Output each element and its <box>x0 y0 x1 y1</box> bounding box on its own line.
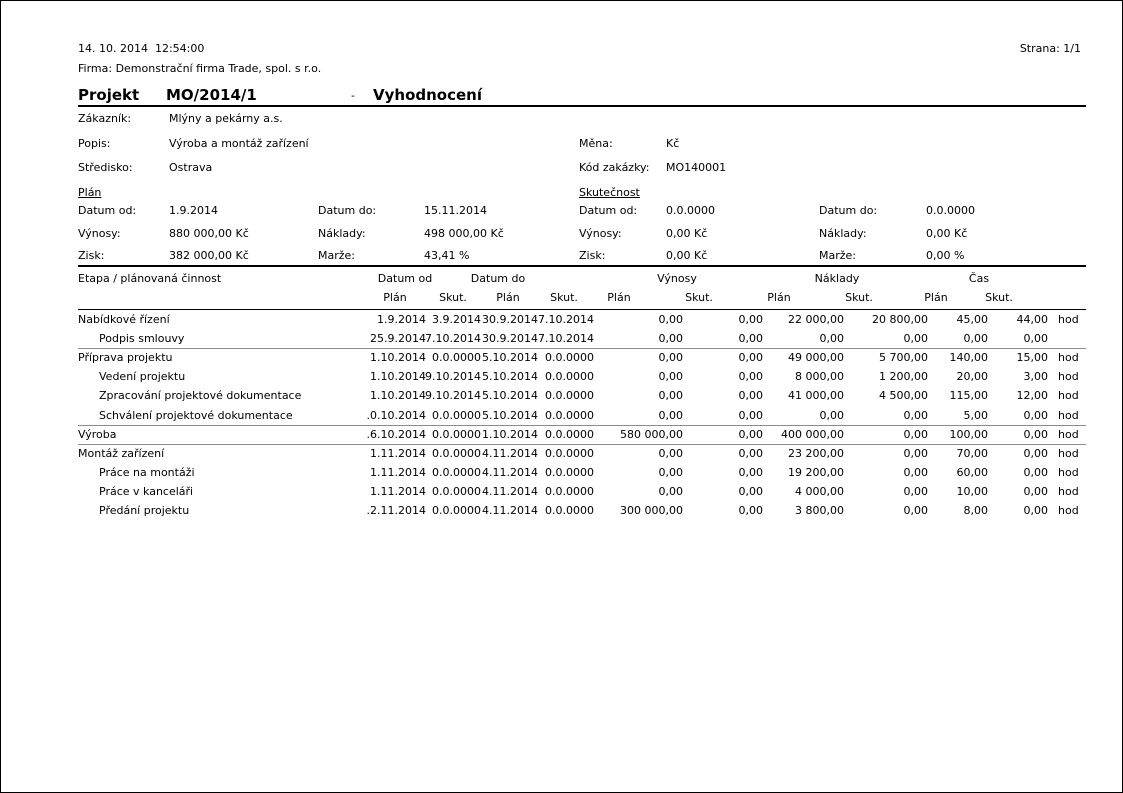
cell-naklady-skut: 0,00 <box>903 484 928 498</box>
customer-value: Mlýny a pekárny a.s. <box>169 112 283 125</box>
department-label: Středisko: <box>78 161 133 174</box>
description-label: Popis: <box>78 137 111 150</box>
cell-naklady-plan: 49 000,00 <box>788 351 844 365</box>
cell-naklady-plan: 4 000,00 <box>795 484 844 498</box>
cell-datum-do-plan: 4.11.2014 <box>482 504 538 517</box>
etapa-cell: Práce na montáži <box>99 465 195 479</box>
actual-heading: Skutečnost <box>579 186 640 199</box>
cell-datum-od-plan: 1.10.2014 <box>370 389 426 403</box>
sub-header-plan: Plán <box>496 291 520 304</box>
cell-datum-od-skut: 0.0.0000 <box>432 351 481 365</box>
cell-datum-do-plan: 5.10.2014 <box>482 389 538 403</box>
cell-cas-skut: 12,00 <box>1016 389 1048 403</box>
page-number: Strana: 1/1 <box>1019 42 1081 55</box>
unit-cell: hod <box>1058 408 1079 422</box>
cell-vynosy-plan: 0,00 <box>658 351 683 365</box>
summary-label: Marže: <box>318 249 356 262</box>
cell-cas-skut: 0,00 <box>1023 408 1048 422</box>
cell-datum-od-skut: 9.10.2014 <box>425 370 481 384</box>
cell-vynosy-plan: 0,00 <box>658 313 683 326</box>
cell-datum-od-skut: 0.0.0000 <box>432 484 481 498</box>
cell-cas-plan: 100,00 <box>949 427 988 441</box>
cell-datum-od-skut: 7.10.2014 <box>425 332 481 346</box>
etapa-cell: Schválení projektové dokumentace <box>99 408 293 422</box>
cell-datum-do-skut: 0.0.0000 <box>545 370 594 384</box>
summary-value: 0.0.0000 <box>926 204 975 217</box>
summary-value: 0.0.0000 <box>666 204 715 217</box>
cell-datum-do-skut: 7.10.2014 <box>538 313 594 326</box>
cell-datum-do-skut: 0.0.0000 <box>545 408 594 422</box>
cell-cas-plan: 45,00 <box>956 313 988 326</box>
cell-cas-plan: 20,00 <box>956 370 988 384</box>
cell-datum-od-plan: 1.11.2014 <box>370 484 426 498</box>
cell-datum-od-skut: 3.9.2014 <box>432 313 481 326</box>
cell-vynosy-skut: 0,00 <box>738 484 763 498</box>
cell-datum-do-skut: 0.0.0000 <box>545 504 594 517</box>
unit-cell: hod <box>1058 465 1079 479</box>
summary-label: Datum od: <box>579 204 638 217</box>
title-dash: - <box>351 89 355 102</box>
cell-naklady-skut: 0,00 <box>903 504 928 517</box>
title-report-name: Vyhodnocení <box>373 86 482 104</box>
sub-header-skut: Skut. <box>550 291 578 304</box>
summary-label: Výnosy: <box>78 227 121 240</box>
cell-vynosy-skut: 0,00 <box>738 465 763 479</box>
cell-datum-do-plan: 1.10.2014 <box>482 427 538 441</box>
unit-cell: hod <box>1058 370 1079 384</box>
cell-datum-od-skut: 0.0.0000 <box>432 446 481 460</box>
cell-datum-do-plan: 5.10.2014 <box>482 408 538 422</box>
cell-cas-skut: 0,00 <box>1023 427 1048 441</box>
cell-datum-do-skut: 0.0.0000 <box>545 484 594 498</box>
sub-header-skut: Skut. <box>685 291 713 304</box>
cell-datum-do-skut: 0.0.0000 <box>545 389 594 403</box>
cell-datum-od-plan: 1.11.2014 <box>370 465 426 479</box>
summary-label: Datum do: <box>318 204 377 217</box>
cell-cas-skut: 0,00 <box>1023 465 1048 479</box>
cell-vynosy-skut: 0,00 <box>738 389 763 403</box>
cell-datum-od-plan: .2.11.2014 <box>366 504 426 517</box>
unit-cell: hod <box>1058 313 1079 326</box>
cell-vynosy-plan: 0,00 <box>658 408 683 422</box>
cell-vynosy-plan: 0,00 <box>658 465 683 479</box>
summary-value: 0,00 % <box>926 249 965 262</box>
cell-vynosy-skut: 0,00 <box>738 446 763 460</box>
cell-cas-skut: 0,00 <box>1023 504 1048 517</box>
table-row <box>1 504 1122 523</box>
cell-vynosy-skut: 0,00 <box>738 313 763 326</box>
sub-header-skut: Skut. <box>985 291 1013 304</box>
sub-header-plan: Plán <box>924 291 948 304</box>
etapa-cell: Vedení projektu <box>99 370 186 384</box>
summary-value: 1.9.2014 <box>169 204 218 217</box>
cell-datum-do-plan: 30.9.2014 <box>482 313 538 326</box>
cell-datum-od-skut: 9.10.2014 <box>425 389 481 403</box>
cell-cas-plan: 140,00 <box>949 351 988 365</box>
summary-label: Náklady: <box>318 227 366 240</box>
col-group-cas: Čas <box>968 272 990 285</box>
cell-naklady-plan: 8 000,00 <box>795 370 844 384</box>
cell-datum-do-plan: 4.11.2014 <box>482 446 538 460</box>
etapa-cell: Nabídkové řízení <box>78 313 170 326</box>
cell-datum-od-plan: 1.10.2014 <box>370 370 426 384</box>
cell-naklady-plan: 400 000,00 <box>781 427 844 441</box>
cell-datum-do-plan: 30.9.2014 <box>482 332 538 346</box>
currency-value: Kč <box>666 137 680 150</box>
cell-datum-od-skut: 0.0.0000 <box>432 427 481 441</box>
cell-cas-plan: 5,00 <box>963 408 988 422</box>
etapa-cell: Příprava projektu <box>78 351 173 365</box>
unit-cell: hod <box>1058 484 1079 498</box>
summary-label: Zisk: <box>579 249 606 262</box>
cell-naklady-plan: 19 200,00 <box>788 465 844 479</box>
cell-naklady-plan: 41 000,00 <box>788 389 844 403</box>
department-value: Ostrava <box>169 161 213 174</box>
cell-naklady-skut: 20 800,00 <box>872 313 928 326</box>
sub-header-skut: Skut. <box>439 291 467 304</box>
table-header-rule <box>78 309 1086 310</box>
group-separator <box>78 444 1086 445</box>
cell-vynosy-plan: 0,00 <box>658 389 683 403</box>
cell-naklady-skut: 1 200,00 <box>879 370 928 384</box>
cell-naklady-skut: 5 700,00 <box>879 351 928 365</box>
cell-cas-skut: 44,00 <box>1016 313 1048 326</box>
summary-value: 498 000,00 Kč <box>424 227 504 240</box>
cell-vynosy-skut: 0,00 <box>738 504 763 517</box>
cell-naklady-skut: 0,00 <box>903 332 928 346</box>
unit-cell: hod <box>1058 427 1079 441</box>
cell-vynosy-plan: 0,00 <box>658 484 683 498</box>
cell-datum-od-skut: 0.0.0000 <box>432 408 481 422</box>
cell-datum-do-plan: 5.10.2014 <box>482 370 538 384</box>
etapa-column-header: Etapa / plánovaná činnost <box>78 272 222 285</box>
cell-cas-plan: 115,00 <box>949 389 988 403</box>
summary-label: Náklady: <box>819 227 867 240</box>
cell-cas-skut: 0,00 <box>1023 484 1048 498</box>
unit-cell: hod <box>1058 389 1079 403</box>
cell-cas-plan: 60,00 <box>956 465 988 479</box>
title-project-code: MO/2014/1 <box>166 86 257 104</box>
cell-naklady-skut: 0,00 <box>903 446 928 460</box>
cell-datum-od-plan: 1.11.2014 <box>370 446 426 460</box>
cell-naklady-skut: 0,00 <box>903 465 928 479</box>
cell-datum-do-skut: 0.0.0000 <box>545 427 594 441</box>
currency-label: Měna: <box>579 137 613 150</box>
cell-vynosy-plan: 0,00 <box>658 332 683 346</box>
cell-datum-od-plan: .0.10.2014 <box>366 408 426 422</box>
cell-cas-skut: 0,00 <box>1023 446 1048 460</box>
cell-naklady-plan: 0,00 <box>819 332 844 346</box>
cell-datum-do-plan: 4.11.2014 <box>482 484 538 498</box>
sub-header-plan: Plán <box>767 291 791 304</box>
cell-cas-plan: 10,00 <box>956 484 988 498</box>
cell-vynosy-plan: 0,00 <box>658 446 683 460</box>
summary-label: Datum od: <box>78 204 137 217</box>
cell-cas-skut: 15,00 <box>1016 351 1048 365</box>
cell-datum-od-plan: 1.9.2014 <box>377 313 426 326</box>
cell-datum-do-skut: 0.0.0000 <box>545 465 594 479</box>
cell-vynosy-skut: 0,00 <box>738 408 763 422</box>
summary-rule <box>78 265 1086 267</box>
cell-vynosy-skut: 0,00 <box>738 351 763 365</box>
title-rule <box>78 105 1086 107</box>
summary-value: 0,00 Kč <box>666 227 708 240</box>
customer-label: Zákazník: <box>78 112 132 125</box>
etapa-cell: Montáž zařízení <box>78 446 165 460</box>
unit-cell: hod <box>1058 446 1079 460</box>
cell-naklady-plan: 0,00 <box>819 408 844 422</box>
etapa-cell: Zpracování projektové dokumentace <box>99 389 302 403</box>
summary-value: 0,00 Kč <box>666 249 708 262</box>
cell-datum-do-skut: 0.0.0000 <box>545 351 594 365</box>
report-datetime: 14. 10. 2014 12:54:00 <box>78 42 205 55</box>
sub-header-plan: Plán <box>607 291 631 304</box>
order-code-label: Kód zakázky: <box>579 161 650 174</box>
cell-naklady-plan: 22 000,00 <box>788 313 844 326</box>
summary-value: 15.11.2014 <box>424 204 487 217</box>
cell-naklady-skut: 0,00 <box>903 427 928 441</box>
summary-value: 880 000,00 Kč <box>169 227 249 240</box>
etapa-cell: Výroba <box>78 427 117 441</box>
cell-cas-plan: 8,00 <box>963 504 988 517</box>
title-project-label: Projekt <box>78 86 140 104</box>
cell-naklady-plan: 23 200,00 <box>788 446 844 460</box>
summary-label: Datum do: <box>819 204 878 217</box>
cell-vynosy-plan: 0,00 <box>658 370 683 384</box>
cell-vynosy-skut: 0,00 <box>738 370 763 384</box>
summary-value: 0,00 Kč <box>926 227 968 240</box>
etapa-cell: Předání projektu <box>99 504 190 517</box>
cell-datum-od-plan: 25.9.2014 <box>370 332 426 346</box>
cell-cas-skut: 3,00 <box>1023 370 1048 384</box>
cell-vynosy-skut: 0,00 <box>738 427 763 441</box>
col-group-vynosy: Výnosy <box>657 272 697 285</box>
cell-datum-do-plan: 5.10.2014 <box>482 351 538 365</box>
table-row <box>1 370 1122 389</box>
table-row <box>1 351 1122 370</box>
summary-label: Zisk: <box>78 249 105 262</box>
group-separator <box>78 425 1086 426</box>
unit-cell: hod <box>1058 351 1079 365</box>
cell-naklady-skut: 4 500,00 <box>879 389 928 403</box>
company-line: Firma: Demonstrační firma Trade, spol. s r.o. <box>78 62 322 75</box>
summary-label: Výnosy: <box>579 227 622 240</box>
cell-cas-skut: 0,00 <box>1023 332 1048 346</box>
etapa-cell: Podpis smlouvy <box>99 332 185 346</box>
cell-vynosy-plan: 300 000,00 <box>620 504 683 517</box>
summary-value: 382 000,00 Kč <box>169 249 249 262</box>
etapa-cell: Práce v kanceláři <box>99 484 194 498</box>
cell-datum-do-plan: 4.11.2014 <box>482 465 538 479</box>
table-row <box>1 313 1122 332</box>
order-code-value: MO140001 <box>666 161 727 174</box>
plan-heading: Plán <box>78 186 102 199</box>
summary-value: 43,41 % <box>424 249 470 262</box>
table-row <box>1 389 1122 408</box>
cell-datum-od-plan: .6.10.2014 <box>366 427 426 441</box>
summary-label: Marže: <box>819 249 857 262</box>
cell-datum-od-skut: 0.0.0000 <box>432 504 481 517</box>
description-value: Výroba a montáž zařízení <box>169 137 309 150</box>
cell-vynosy-skut: 0,00 <box>738 332 763 346</box>
sub-header-skut: Skut. <box>845 291 873 304</box>
table-row <box>1 447 1122 466</box>
cell-datum-od-plan: 1.10.2014 <box>370 351 426 365</box>
unit-cell: hod <box>1058 504 1079 517</box>
col-group-datum-od: Datum od <box>377 272 433 285</box>
table-row <box>1 466 1122 485</box>
cell-cas-plan: 0,00 <box>963 332 988 346</box>
cell-naklady-plan: 3 800,00 <box>795 504 844 517</box>
cell-naklady-skut: 0,00 <box>903 408 928 422</box>
table-row <box>1 485 1122 504</box>
col-group-naklady: Náklady <box>814 272 860 285</box>
cell-vynosy-plan: 580 000,00 <box>620 427 683 441</box>
col-group-datum-do: Datum do <box>470 272 526 285</box>
cell-datum-od-skut: 0.0.0000 <box>432 465 481 479</box>
cell-datum-do-skut: 7.10.2014 <box>538 332 594 346</box>
cell-cas-plan: 70,00 <box>956 446 988 460</box>
group-separator <box>78 348 1086 349</box>
sub-header-plan: Plán <box>383 291 407 304</box>
cell-datum-do-skut: 0.0.0000 <box>545 446 594 460</box>
